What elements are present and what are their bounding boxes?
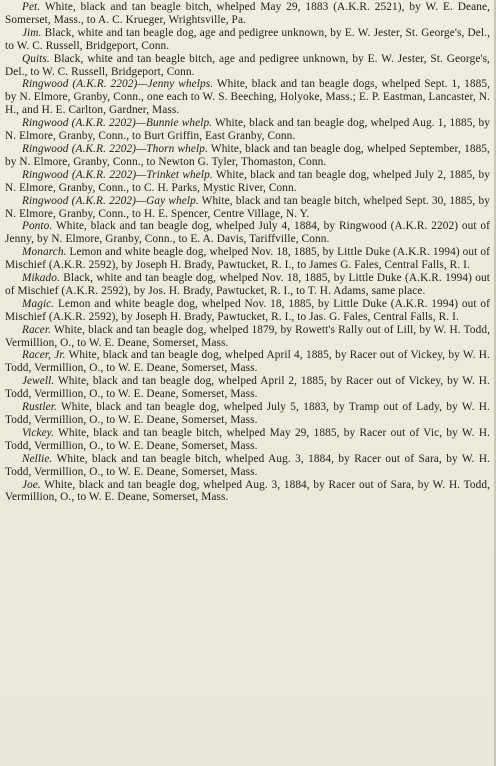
list-item bbox=[5, 78, 490, 117]
entry-text: White, black and tan beagle dog, whelped 1879, by Rowett's Rally out of Lill, by W. H. Todd, Vermillion, O., to W. E. Deane, Somerset, Mass. bbox=[5, 323, 490, 349]
entry-text: Black, white and tan beagle dog, whelped Nov. 18, 1885, by Little Duke (A.K.R. 1994) out of Mischief (A.K.R. 2592), by Jos. H. Brady, Pawtucket, R. I., to T. H. Adams, same place. bbox=[5, 272, 490, 297]
list-item bbox=[5, 298, 490, 324]
entry-name: Joe. bbox=[21, 478, 41, 491]
list-item bbox=[5, 375, 490, 401]
entry-text: White, black and tan beagle bitch, whelped Sept. 30, 1885, by N. Elmore, Granby, Conn., to H. E. Spencer, Centre Village, N. Y. bbox=[5, 194, 490, 220]
entry-name: Ringwood (A.K.R. 2202)—Bunnie whelp. bbox=[21, 117, 213, 130]
entry-text: Lemon and white beagle dog, whelped Nov. 18, 1885, by Little Duke (A.K.R. 1994) out of Mischief (A.K.R. 2592), by Joseph H. Brady, Pawtucket, R. I., to Jas. G. Fales, Central Falls, R. I. bbox=[5, 297, 490, 323]
list-item bbox=[5, 220, 490, 246]
list-item bbox=[5, 349, 490, 375]
entry-name: Monarch. bbox=[21, 246, 67, 259]
list-item bbox=[5, 27, 490, 53]
entry-name: Magic. bbox=[21, 297, 55, 310]
entry-text: White, black and tan beagle bitch, whelped Aug. 3, 1884, by Racer out of Sara, by W. H. Todd, Vermillion, O., to W. E. Deane, Somerset, Mass. bbox=[5, 452, 490, 478]
entry-name: Vickey. bbox=[21, 426, 55, 439]
entry-text: White, black and tan beagle dog, whelped Aug. 1, 1885, by N. Elmore, Granby, Conn., to Burt Griffin, East Granby, Conn. bbox=[5, 117, 491, 143]
list-item bbox=[5, 427, 490, 453]
entry-name: Ponto. bbox=[21, 220, 53, 233]
entry-name: Racer. bbox=[21, 323, 52, 336]
list-item bbox=[5, 53, 490, 79]
entry-text: White, black and tan beagle bitch, whelped May 29, 1885, by Racer out of Vic, by W. H. Todd, Vermillion, O., to W. E. Deane, Somerset, Mass. bbox=[5, 426, 490, 452]
entry-name: Jewell. bbox=[21, 375, 55, 388]
list-item bbox=[5, 117, 490, 143]
entry-text: White, black and tan beagle dog, whelped July 2, 1885, by N. Elmore, Granby, Conn., to C. H. Parks, Mystic River, Conn. bbox=[5, 168, 491, 194]
list-item bbox=[5, 246, 490, 272]
entry-name: Mikado. bbox=[21, 272, 60, 285]
entry-text: Black, white and tan beagle dog, age and pedigree unknown, by E. W. Jester, St. George's, Del., to W. C. Russell, Bridgeport, Conn. bbox=[5, 26, 490, 52]
entry-text: White, black and tan beagle dog, whelped April 4, 1885, by Racer out of Vickey, by W. H. Todd, Vermillion, O., to W. E. Deane, Somerset, Mass. bbox=[5, 349, 490, 375]
entry-text: Black, white and tan beagle bitch, age and pedigree unknown, by E. W. Jester, St. George's, Del., to W. C. Russell, Bridgeport, Conn. bbox=[5, 52, 490, 78]
entry-name: Ringwood (A.K.R. 2202)—Jenny whelps. bbox=[21, 78, 214, 91]
list-item bbox=[5, 143, 490, 169]
list-item bbox=[5, 453, 490, 479]
entry-text: White, black and tan beagle bitch, whelped May 29, 1883 (A.K.R. 2521), by W. E. Deane, Somerset, Mass., to A. C. Krueger, Wrightsville, Pa. bbox=[5, 1, 490, 26]
entry-name: Nellie. bbox=[21, 452, 53, 465]
entry-name: Ringwood (A.K.R. 2202)—Thorn whelp. bbox=[21, 142, 208, 155]
list-item bbox=[5, 169, 490, 195]
list-item bbox=[5, 401, 490, 427]
list-item bbox=[5, 1, 490, 27]
entry-name: Jim. bbox=[21, 26, 42, 39]
entry-name: Ringwood (A.K.R. 2202)—Trinket whelp. bbox=[21, 168, 213, 181]
entry-name: Racer, Jr. bbox=[21, 349, 66, 362]
list-item bbox=[5, 324, 490, 350]
entry-text: White, black and tan beagle dog, whelped September, 1885, by N. Elmore, Granby, Conn., to Newton G. Tyler, Thomaston, Conn. bbox=[5, 142, 490, 168]
list-item bbox=[5, 479, 490, 505]
entry-name: Pet. bbox=[21, 1, 41, 13]
entry-name: Rustler. bbox=[21, 401, 57, 414]
entry-text: White, black and tan beagle dog, whelped July 4, 1884, by Ringwood (A.K.R. 2202) out of Jenny, by N. Elmore, Granby, Conn., to E. A. Davis, Tariffville, Conn. bbox=[5, 220, 490, 246]
entry-name: Quits. bbox=[21, 52, 50, 65]
entry-name: Ringwood (A.K.R. 2202)—Gay whelp. bbox=[21, 194, 199, 207]
entry-text: White, black and tan beagle dog, whelped July 5, 1883, by Tramp out of Lady, by W. H. Todd, Vermillion, O., to W. E. Deane, Somerset, Mass. bbox=[5, 401, 490, 426]
entry-text: White, black and tan beagle dog, whelped April 2, 1885, by Racer out of Vickey, by W. H. Todd, Vermillion, O., to W. E. Deane, Somerset, Mass. bbox=[5, 375, 490, 401]
entry-text: Lemon and white beagle dog, whelped Nov. 18, 1885, by Little Duke (A.K.R. 1994) out of Mischief (A.K.R. 2592), by Joseph H. Brady, Pawtucket, R. I., to James G. Fales, Central Falls, R. I. bbox=[5, 246, 490, 272]
list-item bbox=[5, 272, 490, 298]
entry-text: White, black and tan beagle dog, whelped Aug. 3, 1884, by Racer out of Sara, by W. H. Todd, Vermillion, O., to W. E. Deane, Somerset, Mass. bbox=[5, 478, 490, 504]
entry-list bbox=[5, 1, 490, 504]
list-item bbox=[5, 195, 490, 221]
entry-text: White, black and tan beagle dogs, whelped Sept. 1, 1885, by N. Elmore, Granby, Conn., one each to W. S. Beeching, Holyoke, Mass.; E. P. Eastman, Lancaster, N. H., and H. E. Carlton, Gardner, Mass. bbox=[5, 78, 491, 117]
